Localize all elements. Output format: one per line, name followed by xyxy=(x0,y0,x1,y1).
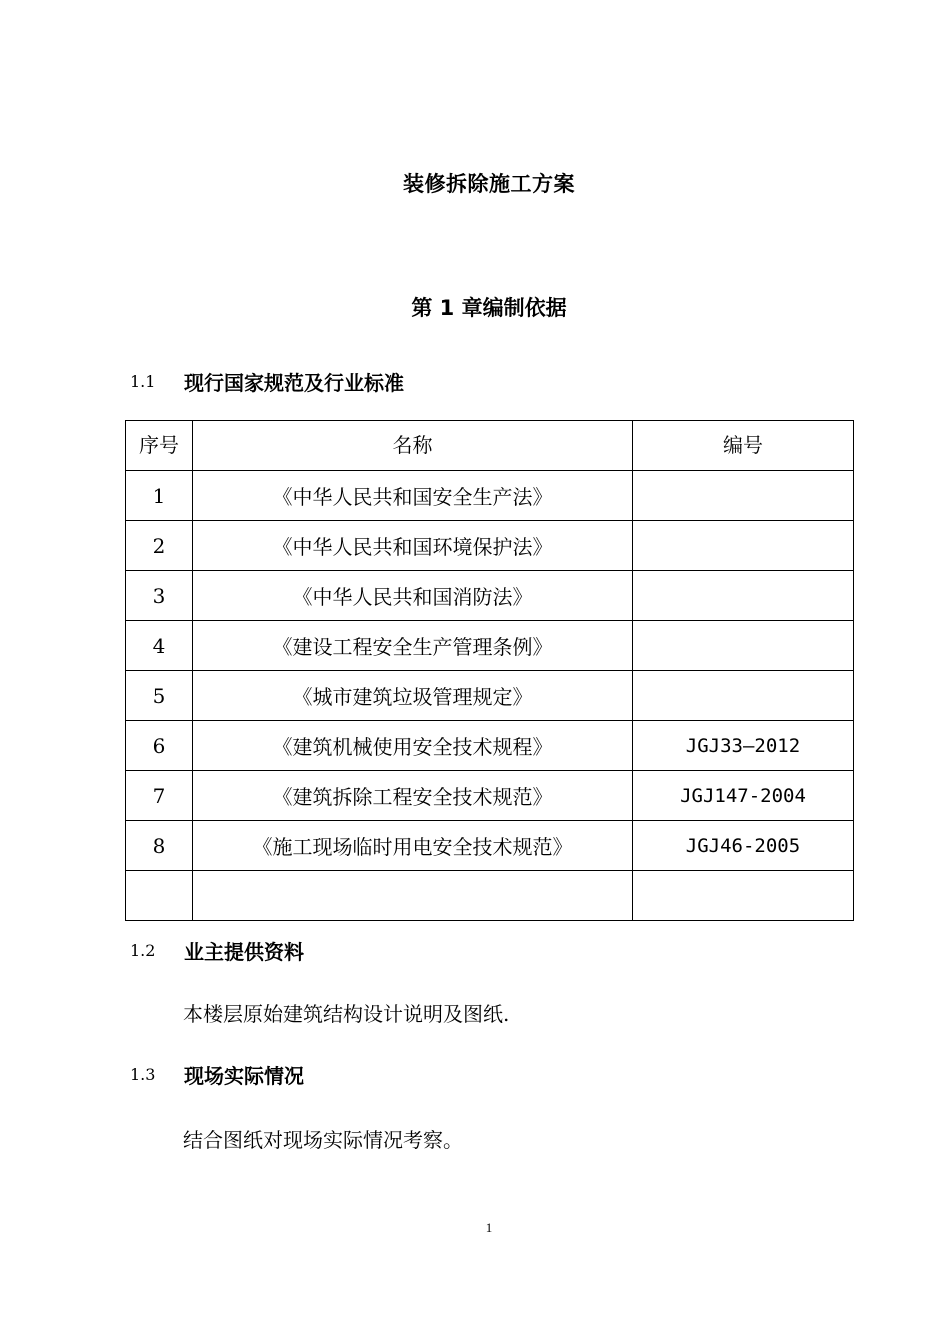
table-row xyxy=(126,721,854,771)
table-row xyxy=(126,871,854,921)
cell-name: 《中华人民共和国环境保护法》 xyxy=(193,521,633,571)
cell-serial-number: 2 xyxy=(126,521,193,571)
cell-name: 《中华人民共和国安全生产法》 xyxy=(193,471,633,521)
page-number: 1 xyxy=(485,1220,493,1235)
table-row xyxy=(126,821,854,871)
cell-name: 《城市建筑垃圾管理规定》 xyxy=(193,671,633,721)
cell-serial-number: 7 xyxy=(126,771,193,821)
chapter-title: 第 1 章编制依据 xyxy=(411,296,567,320)
cell-name: 《建设工程安全生产管理条例》 xyxy=(193,621,633,671)
cell-serial-number xyxy=(126,871,193,921)
section-number: 1.1 xyxy=(130,371,156,391)
cell-name: 《建筑机械使用安全技术规程》 xyxy=(193,721,633,771)
cell-serial-number: 3 xyxy=(126,571,193,621)
cell-code xyxy=(633,671,854,721)
cell-name: 《施工现场临时用电安全技术规范》 xyxy=(193,821,633,871)
header-name: 名称 xyxy=(193,421,633,471)
table-row xyxy=(126,621,854,671)
cell-serial-number: 5 xyxy=(126,671,193,721)
cell-code: JGJ147-2004 xyxy=(633,771,854,821)
cell-serial-number: 4 xyxy=(126,621,193,671)
document-title: 装修拆除施工方案 xyxy=(403,172,575,196)
cell-code xyxy=(633,871,854,921)
table-row xyxy=(126,521,854,571)
cell-code xyxy=(633,521,854,571)
section-title: 现行国家规范及行业标准 xyxy=(184,370,404,395)
section-heading-1-1 xyxy=(130,368,404,394)
cell-code: JGJ33—2012 xyxy=(633,721,854,771)
section-number: 1.3 xyxy=(130,1064,156,1084)
section-heading-1-2 xyxy=(130,937,304,963)
table-row xyxy=(126,771,854,821)
section-heading-1-3 xyxy=(130,1061,304,1087)
header-code: 编号 xyxy=(633,421,854,471)
standards-table xyxy=(125,420,854,921)
cell-code xyxy=(633,621,854,671)
cell-name: 《建筑拆除工程安全技术规范》 xyxy=(193,771,633,821)
table-row xyxy=(126,571,854,621)
section-body-1-3: 结合图纸对现场实际情况考察。 xyxy=(183,1128,463,1152)
cell-name xyxy=(193,871,633,921)
table-row xyxy=(126,471,854,521)
cell-code xyxy=(633,571,854,621)
cell-serial-number: 6 xyxy=(126,721,193,771)
header-serial-number: 序号 xyxy=(126,421,193,471)
cell-name: 《中华人民共和国消防法》 xyxy=(193,571,633,621)
section-number: 1.2 xyxy=(130,940,156,960)
cell-serial-number: 8 xyxy=(126,821,193,871)
table-row xyxy=(126,671,854,721)
table-header-row xyxy=(126,421,854,471)
cell-code xyxy=(633,471,854,521)
section-title: 现场实际情况 xyxy=(184,1063,304,1088)
cell-serial-number: 1 xyxy=(126,471,193,521)
section-body-1-2: 本楼层原始建筑结构设计说明及图纸. xyxy=(183,1002,510,1026)
section-title: 业主提供资料 xyxy=(184,939,304,964)
cell-code: JGJ46-2005 xyxy=(633,821,854,871)
